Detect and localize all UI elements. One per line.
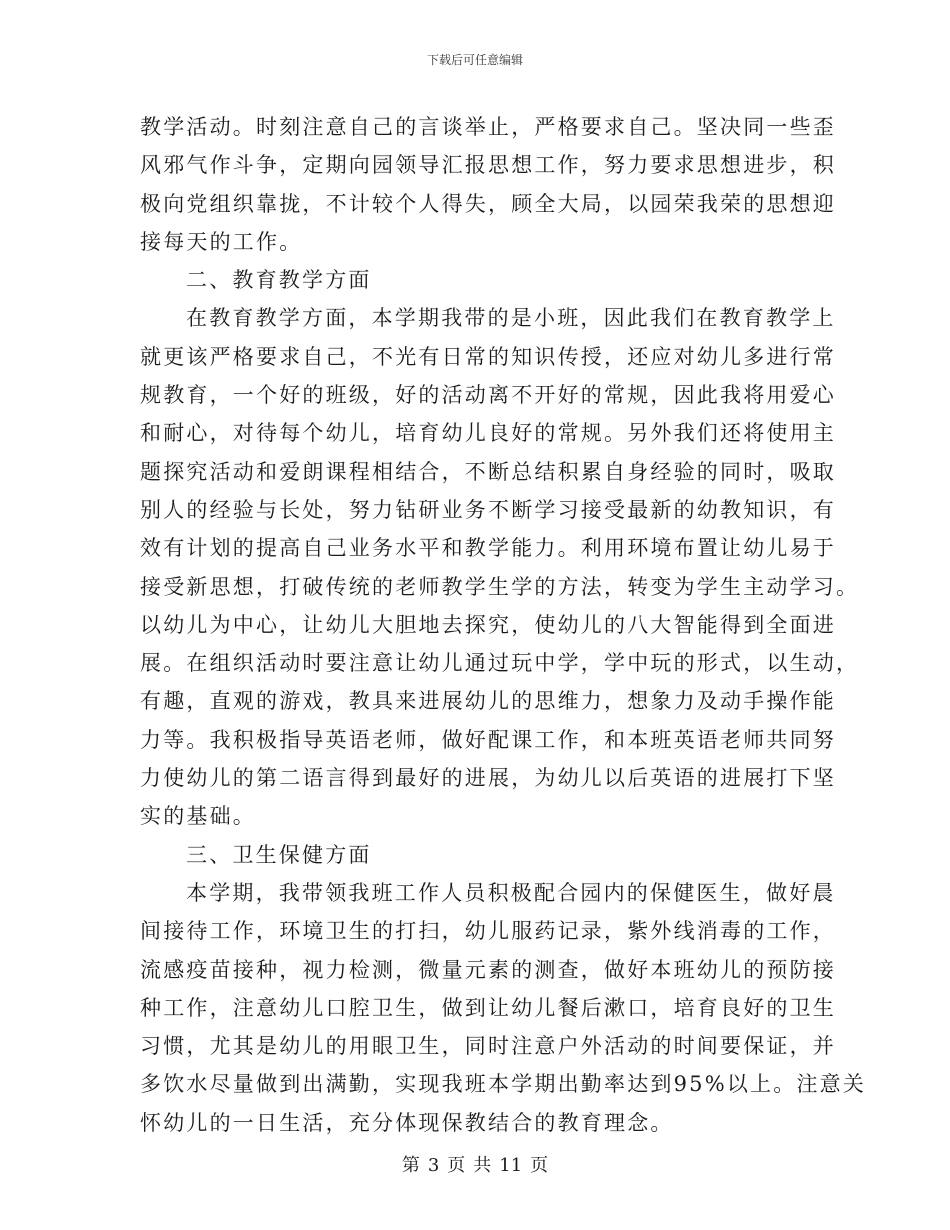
footer-label-suffix: 页 bbox=[530, 1155, 549, 1176]
page-header bbox=[0, 52, 950, 68]
page-footer bbox=[0, 1154, 950, 1178]
total-pages-number: 11 bbox=[499, 1155, 523, 1176]
text-line: 和耐心，对待每个幼儿，培育幼儿良好的常规。另外我们还将使用主 bbox=[140, 421, 836, 446]
text-line: 展。在组织活动时要注意让幼儿通过玩中学，学中玩的形式，以生动， bbox=[140, 651, 860, 676]
text-line: 习惯，尤其是幼儿的用眼卫生，同时注意户外活动的时间要保证，并 bbox=[140, 1034, 836, 1059]
text-line: 力使幼儿的第二语言得到最好的进展，为幼儿以后英语的进展打下坚 bbox=[140, 766, 836, 791]
text-line: 力等。我积极指导英语老师，做好配课工作，和本班英语老师共同努 bbox=[140, 727, 836, 752]
footer-label-page: 页 bbox=[447, 1155, 466, 1176]
text-line: 怀幼儿的一日生活，充分体现保教结合的教育理念。 bbox=[140, 1110, 674, 1135]
text-line: 别人的经验与长处，努力钻研业务不断学习接受最新的幼教知识，有 bbox=[140, 497, 836, 522]
text-line: 规教育，一个好的班级，好的活动离不开好的常规，因此我将用爱心 bbox=[140, 383, 836, 408]
footer-label-prefix: 第 bbox=[401, 1155, 420, 1176]
text-line: 间接待工作，环境卫生的打扫，幼儿服药记录，紫外线消毒的工作， bbox=[140, 919, 836, 944]
section-heading: 二、教育教学方面 bbox=[186, 268, 372, 293]
text-line: 极向党组织靠拢，不计较个人得失，顾全大局，以园荣我荣的思想迎 bbox=[140, 191, 836, 216]
text-line: 接每天的工作。 bbox=[140, 229, 303, 254]
text-line: 就更该严格要求自己，不光有日常的知识传授，还应对幼儿多进行常 bbox=[140, 344, 836, 369]
text-line: 风邪气作斗争，定期向园领导汇报思想工作，努力要求思想进步，积 bbox=[140, 153, 836, 178]
current-page-number: 3 bbox=[427, 1155, 440, 1176]
text-line: 种工作，注意幼儿口腔卫生，做到让幼儿餐后漱口，培育良好的卫生 bbox=[140, 995, 836, 1020]
document-body bbox=[140, 108, 867, 1142]
text-line: 以幼儿为中心，让幼儿大胆地去探究，使幼儿的八大智能得到全面进 bbox=[140, 612, 836, 637]
text-line: 多饮水尽量做到出满勤，实现我班本学期出勤率达到95%以上。注意关 bbox=[140, 1072, 867, 1097]
text-line: 有趣，直观的游戏，教具来进展幼儿的思维力，想象力及动手操作能 bbox=[140, 689, 836, 714]
text-line: 实的基础。 bbox=[140, 804, 256, 829]
text-line: 流感疫苗接种，视力检测，微量元素的测查，做好本班幼儿的预防接 bbox=[140, 957, 836, 982]
text-line: 接受新思想，打破传统的老师教学生学的方法，转变为学生主动学习。 bbox=[140, 574, 860, 599]
header-text: 下载后可任意编辑 bbox=[426, 53, 523, 67]
section-heading: 三、卫生保健方面 bbox=[186, 842, 372, 867]
paragraph-start-line: 在教育教学方面，本学期我带的是小班，因此我们在教育教学上 bbox=[186, 306, 836, 331]
text-line: 题探究活动和爱朗课程相结合，不断总结积累自身经验的同时，吸取 bbox=[140, 459, 836, 484]
paragraph-start-line: 本学期，我带领我班工作人员积极配合园内的保健医生，做好晨 bbox=[186, 880, 836, 905]
footer-label-total: 共 bbox=[473, 1155, 492, 1176]
text-line: 教学活动。时刻注意自己的言谈举止，严格要求自己。坚决同一些歪 bbox=[140, 115, 836, 139]
text-line: 效有计划的提高自己业务水平和教学能力。利用环境布置让幼儿易于 bbox=[140, 536, 836, 561]
